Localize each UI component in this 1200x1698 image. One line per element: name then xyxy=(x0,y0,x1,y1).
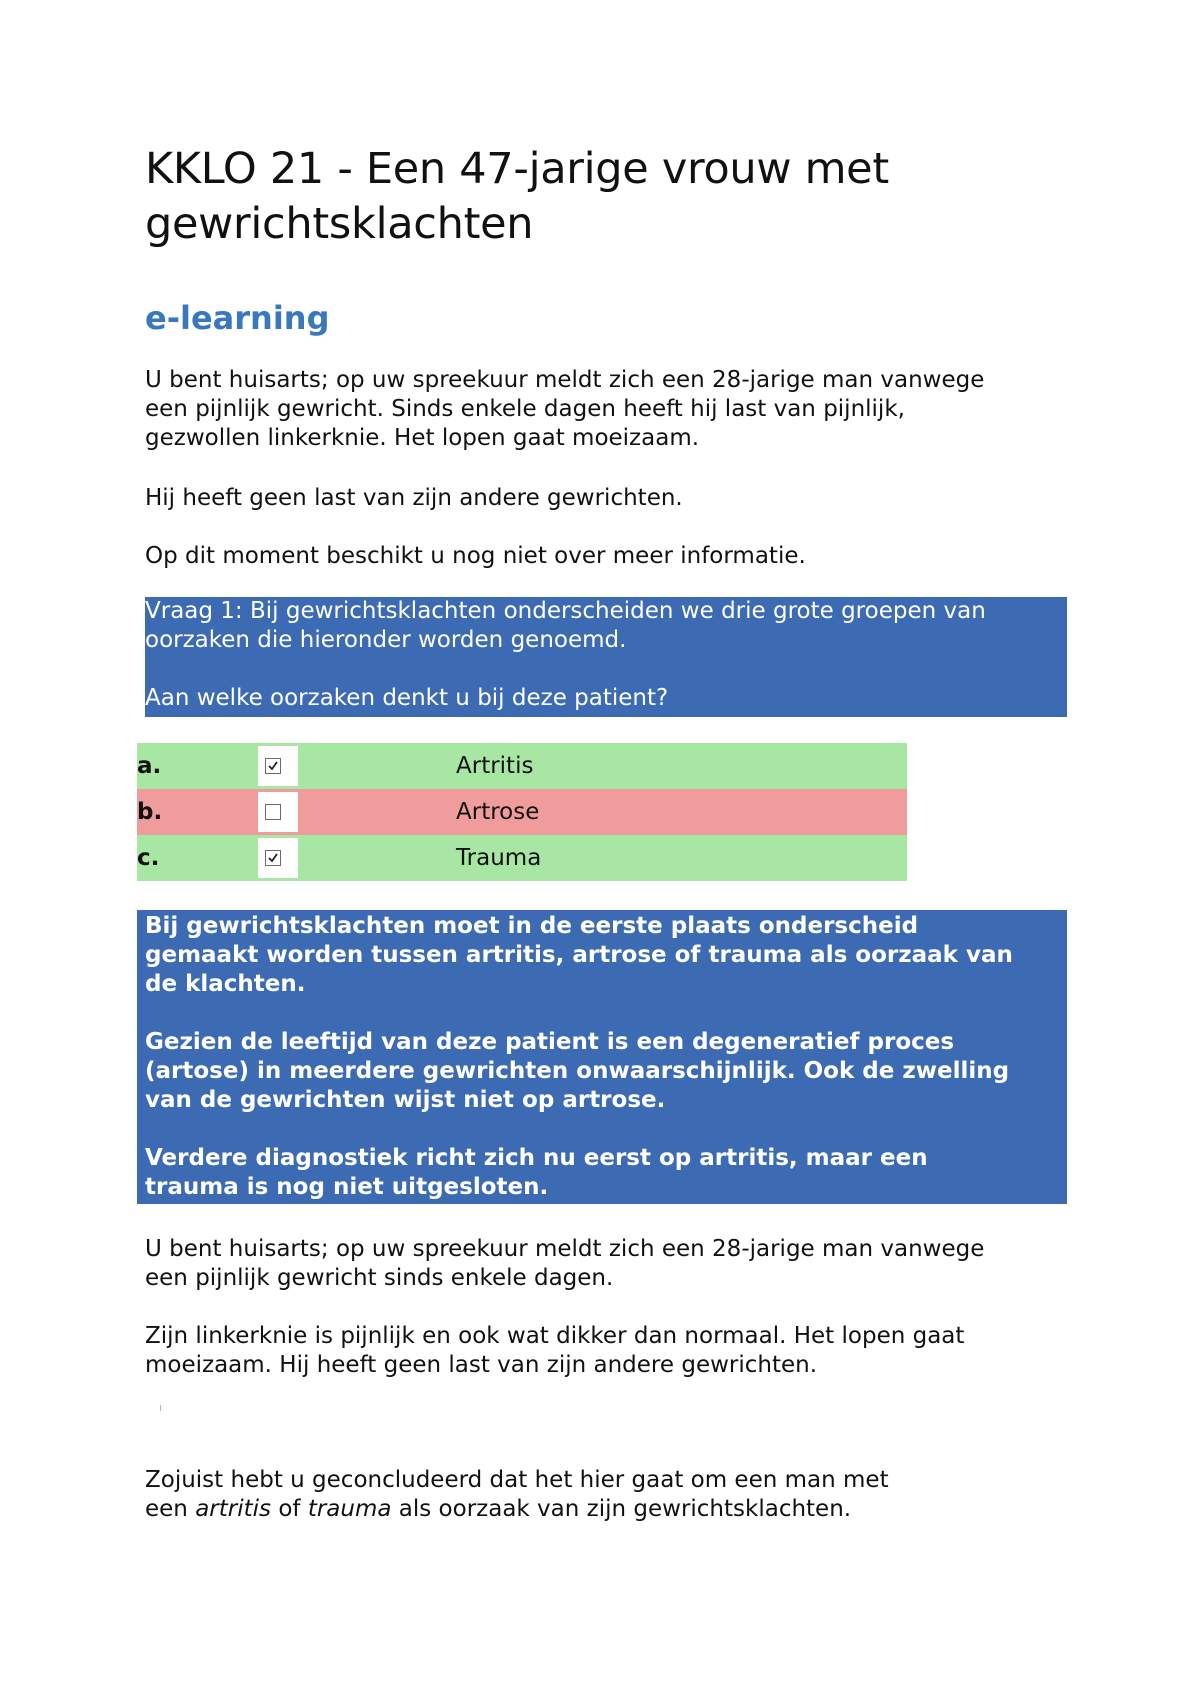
checkbox-cell xyxy=(258,838,298,878)
intro-paragraph xyxy=(145,366,1075,453)
conclusion-post: als oorzaak van zijn gewrichtsklachten. xyxy=(391,1496,852,1522)
answer-label: Artritis xyxy=(456,753,534,779)
answer-checkbox-b[interactable] xyxy=(265,804,281,820)
answer-checkbox-c[interactable] xyxy=(265,850,281,866)
feedback-box xyxy=(137,910,1067,1204)
feedback-line: de klachten. xyxy=(145,971,306,997)
case-paragraph-2 xyxy=(145,1322,1075,1380)
feedback-line: van de gewrichten wijst niet op artrose. xyxy=(145,1087,666,1113)
checkbox-cell xyxy=(258,792,298,832)
question-box xyxy=(145,597,1067,717)
checkbox-cell xyxy=(258,746,298,786)
answer-checkbox-a[interactable] xyxy=(265,758,281,774)
section-subtitle: e-learning xyxy=(145,299,330,337)
answer-letter: c. xyxy=(137,845,160,871)
intro-paragraph-2: Hij heeft geen last van zijn andere gewrichten. xyxy=(145,485,683,511)
intro-line-3: gezwollen linkerknie. Het lopen gaat moeizaam. xyxy=(145,425,700,451)
title-line-1: KKLO 21 - Een 47-jarige vrouw met xyxy=(145,144,889,194)
question-prompt: Aan welke oorzaken denkt u bij deze patient? xyxy=(145,685,669,711)
feedback-line: trauma is nog niet uitgesloten. xyxy=(145,1174,549,1200)
feedback-line: Verdere diagnostiek richt zich nu eerst op artritis, maar een xyxy=(145,1145,928,1171)
case-line-3: Zijn linkerknie is pijnlijk en ook wat dikker dan normaal. Het lopen gaat xyxy=(145,1323,965,1349)
answer-label: Artrose xyxy=(456,799,540,825)
conclusion-line-1: Zojuist hebt u geconcludeerd dat het hier gaat om een man met xyxy=(145,1467,889,1493)
answer-letter: b. xyxy=(137,799,163,825)
feedback-line: Gezien de leeftijd van deze patient is een degeneratief proces xyxy=(145,1029,955,1055)
case-paragraph-1 xyxy=(145,1235,1075,1293)
answer-list xyxy=(137,743,907,881)
conclusion-trauma: trauma xyxy=(307,1496,392,1522)
conclusion-line-2 xyxy=(145,1495,1075,1524)
title-line-2: gewrichtsklachten xyxy=(145,199,534,249)
question-line-1: Vraag 1: Bij gewrichtsklachten onderscheiden we drie grote groepen van xyxy=(145,598,986,624)
conclusion-mid: of xyxy=(271,1496,308,1522)
page-title xyxy=(145,142,1125,252)
answer-row-a xyxy=(137,743,907,789)
answer-label: Trauma xyxy=(456,845,542,871)
feedback-line: Bij gewrichtsklachten moet in de eerste plaats onderscheid xyxy=(145,913,919,939)
conclusion-pre: een xyxy=(145,1496,196,1522)
divider-mark xyxy=(160,1405,161,1411)
intro-line-1: U bent huisarts; op uw spreekuur meldt zich een 28-jarige man vanwege xyxy=(145,367,985,393)
answer-letter: a. xyxy=(137,753,162,779)
intro-line-2: een pijnlijk gewricht. Sinds enkele dagen heeft hij last van pijnlijk, xyxy=(145,396,905,422)
feedback-line: gemaakt worden tussen artritis, artrose of trauma als oorzaak van xyxy=(145,942,1013,968)
case-line-2: een pijnlijk gewricht sinds enkele dagen. xyxy=(145,1265,614,1291)
case-line-1: U bent huisarts; op uw spreekuur meldt zich een 28-jarige man vanwege xyxy=(145,1236,985,1262)
checkmark-icon xyxy=(267,760,279,772)
intro-paragraph-3: Op dit moment beschikt u nog niet over meer informatie. xyxy=(145,543,806,569)
conclusion-paragraph xyxy=(145,1466,1075,1524)
conclusion-artritis: artritis xyxy=(195,1496,272,1522)
case-line-4: moeizaam. Hij heeft geen last van zijn andere gewrichten. xyxy=(145,1352,818,1378)
checkmark-icon xyxy=(267,852,279,864)
answer-row-b xyxy=(137,789,907,835)
feedback-line: (artose) in meerdere gewrichten onwaarschijnlijk. Ook de zwelling xyxy=(145,1058,1010,1084)
answer-row-c xyxy=(137,835,907,881)
question-line-2: oorzaken die hieronder worden genoemd. xyxy=(145,627,627,653)
